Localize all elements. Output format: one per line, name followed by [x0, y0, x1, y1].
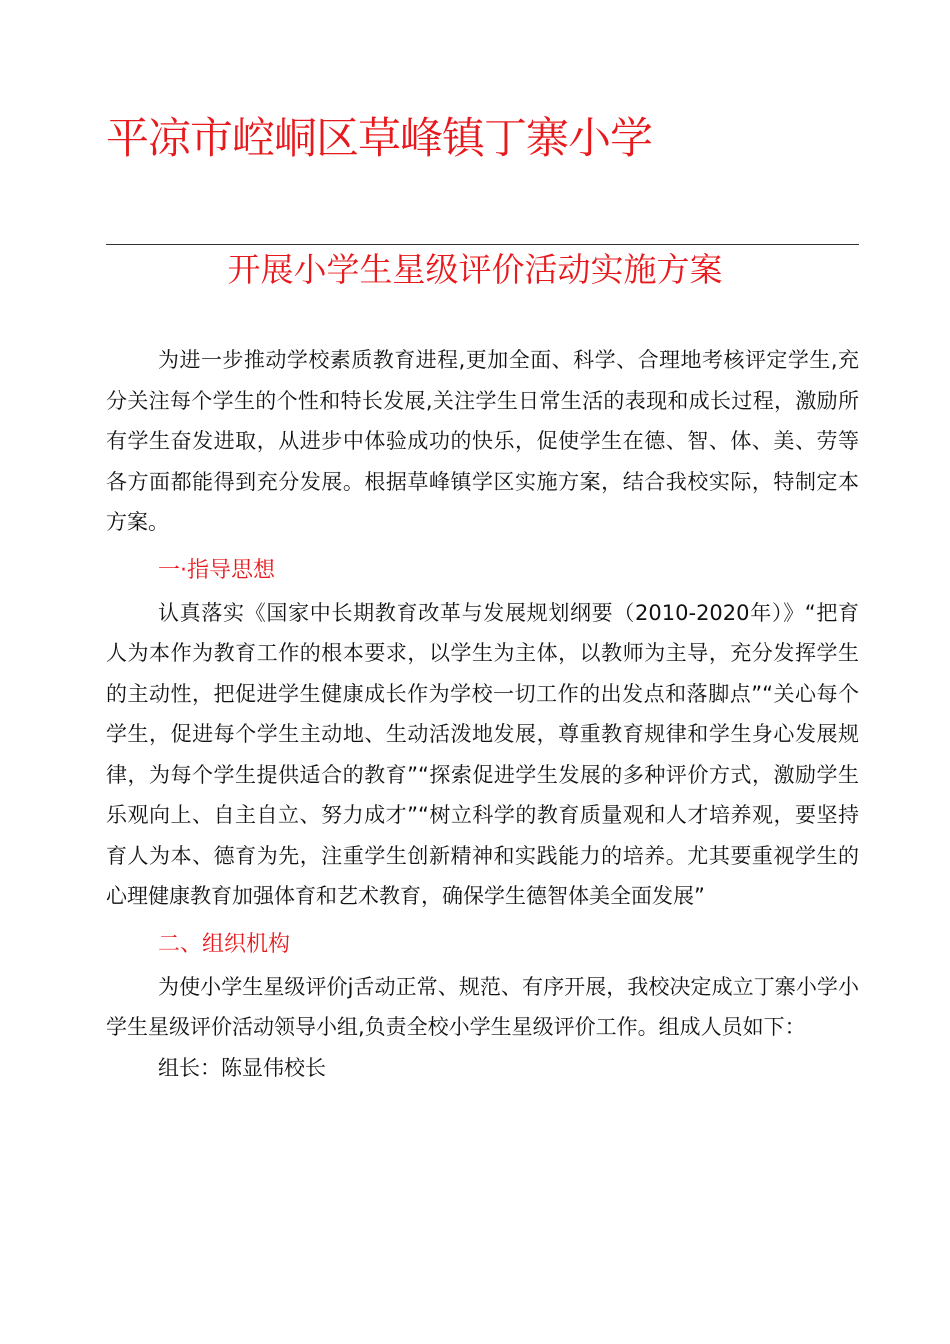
- school-name-header: 平凉市崆峒区草峰镇丁寨小学: [106, 114, 652, 164]
- document-body: [106, 340, 859, 1088]
- header-divider: [106, 244, 859, 245]
- section-2-heading: 二、组织机构: [158, 931, 291, 957]
- document-title: 开展小学生星级评价活动实施方案: [227, 250, 723, 289]
- leader-line: 组长：陈显伟校长: [158, 1055, 326, 1080]
- intro-paragraph: 为进一步推动学校素质教育进程,更加全面、科学、合理地考核评定学生,充分关注每个学生的个性和特长发展,关注学生日常生活的表现和成长过程，激励所有学生奋发进取，从进步中体验成功的快乐，促使学生在德、智、体、美、劳等各方面都能得到充分发展。根据草峰镇学区实施方案，结合我校实际，特制定本方案。: [106, 348, 859, 534]
- section-2-paragraph: 为使小学生星级评价j舌动正常、规范、有序开展，我校决定成立丁寨小学小学生星级评价活动领导小组,负责全校小学生星级评价工作。组成人员如下：: [106, 974, 859, 1039]
- section-1-heading: 一·指导思想: [158, 557, 275, 583]
- section-1-paragraph: 认真落实《国家中长期教育改革与发展规划纲要（2010-2020年）》“把育人为本作为教育工作的根本要求，以学生为主体，以教师为主导，充分发挥学生的主动性，把促进学生健康成长作为学校一切工作的出发点和落脚点”“关心每个学生，促进每个学生主动地、生动活泼地发展，尊重教育规律和学生身心发展规律，为每个学生提供适合的教育”“探索促进学生发展的多种评价方式，激励学生乐观向上、自主自立、努力成才”“树立科学的教育质量观和人才培养观，要坚持育人为本、德育为先，注重学生创新精神和实践能力的培养。尤其要重视学生的心理健康教育加强体育和艺术教育，确保学生德智体美全面发展”: [106, 600, 859, 908]
